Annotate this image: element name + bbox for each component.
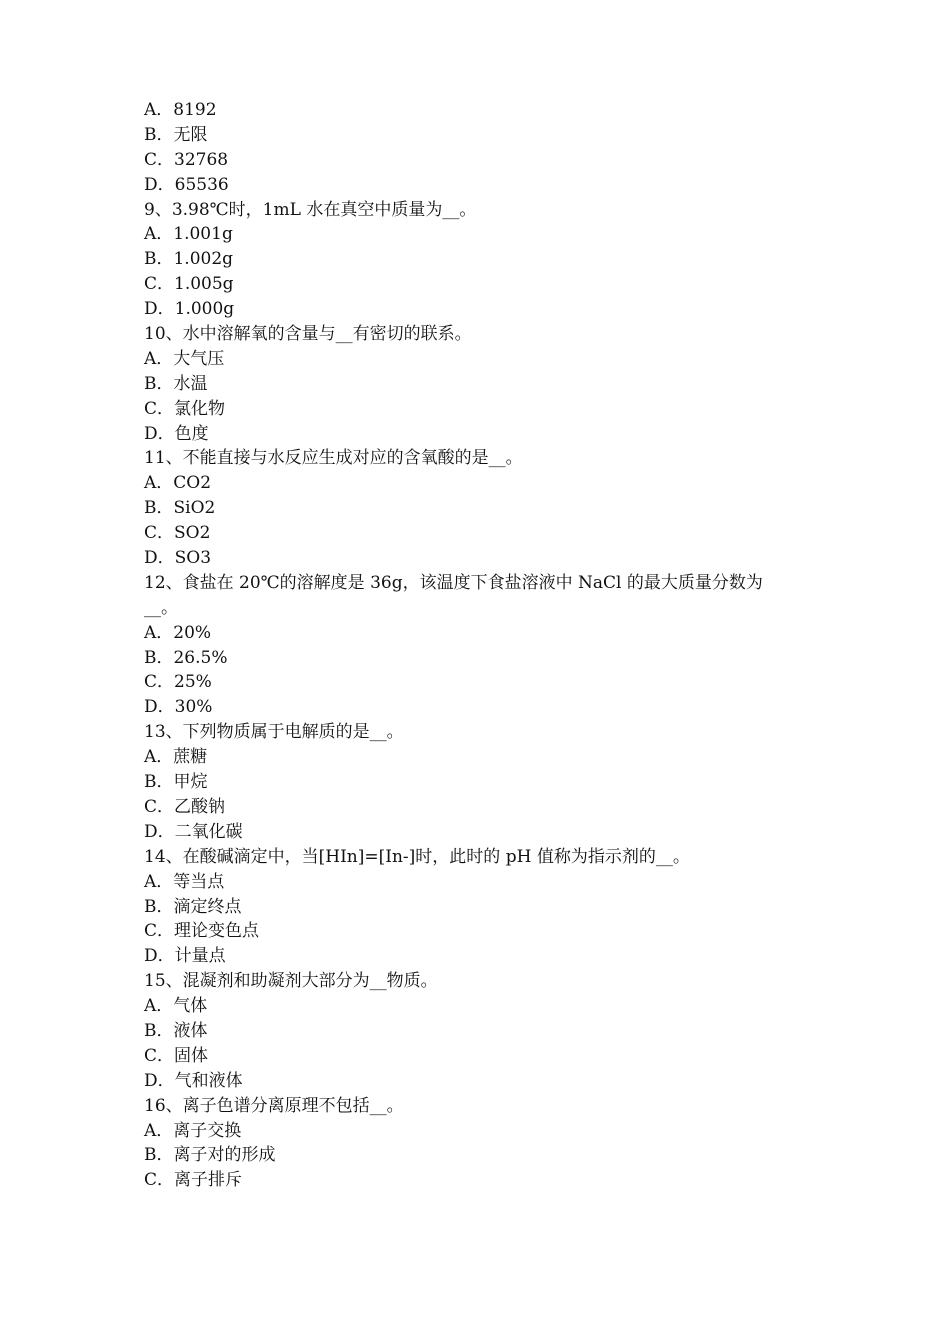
question-line: 14、在酸碱滴定中，当[HIn]=[In-]时，此时的 pH 值称为指示剂的__。 xyxy=(144,846,690,867)
question-line-continuation: __。 xyxy=(144,597,178,618)
question-line: 11、不能直接与水反应生成对应的含氧酸的是__。 xyxy=(144,448,523,469)
question-line: 16、离子色谱分离原理不包括__。 xyxy=(144,1095,404,1116)
option-line: B．滴定终点 xyxy=(144,896,242,917)
option-line: D．二氧化碳 xyxy=(144,821,243,842)
option-line: C．32768 xyxy=(144,149,229,170)
option-line: A．CO2 xyxy=(144,473,212,494)
option-line: A．1.001g xyxy=(144,224,233,245)
option-line: A．等当点 xyxy=(144,871,225,892)
option-line: D．色度 xyxy=(144,423,209,444)
option-line: A．20% xyxy=(144,622,212,643)
option-line: A．气体 xyxy=(144,996,208,1017)
option-line: C．乙酸钠 xyxy=(144,796,226,817)
option-line: A．离子交换 xyxy=(144,1120,242,1141)
question-line: 9、3.98℃时，1mL 水在真空中质量为__。 xyxy=(144,199,477,220)
option-line: B．1.002g xyxy=(144,249,234,270)
option-line: B．液体 xyxy=(144,1020,208,1041)
option-line: D．30% xyxy=(144,697,213,718)
option-line: C．理论变色点 xyxy=(144,921,260,942)
option-line: B．水温 xyxy=(144,373,208,394)
option-line: C．离子排斥 xyxy=(144,1170,243,1191)
option-line: D．气和液体 xyxy=(144,1070,243,1091)
option-line: D．计量点 xyxy=(144,946,226,967)
option-line: D．65536 xyxy=(144,174,229,195)
document-page xyxy=(144,98,814,1193)
option-line: A．8192 xyxy=(144,100,217,120)
option-line: B．离子对的形成 xyxy=(144,1145,276,1166)
option-line: D．1.000g xyxy=(144,299,235,320)
question-line: 12、食盐在 20℃的溶解度是 36g，该温度下食盐溶液中 NaCl 的最大质量分数为 xyxy=(144,572,763,593)
option-line: A．大气压 xyxy=(144,348,225,369)
option-line: B．26.5% xyxy=(144,647,228,668)
option-line: B．甲烷 xyxy=(144,772,208,793)
option-line: A．蔗糖 xyxy=(144,747,208,768)
option-line: C．SO2 xyxy=(144,523,211,544)
question-line: 15、混凝剂和助凝剂大部分为__物质。 xyxy=(144,971,438,992)
question-line: 10、水中溶解氧的含量与__有密切的联系。 xyxy=(144,324,472,345)
option-line: B．SiO2 xyxy=(144,498,216,519)
option-line: C．固体 xyxy=(144,1045,209,1066)
option-line: D．SO3 xyxy=(144,548,212,569)
question-line: 13、下列物质属于电解质的是__。 xyxy=(144,722,404,743)
option-line: B．无限 xyxy=(144,124,208,145)
option-line: C．25% xyxy=(144,672,212,693)
option-line: C．氯化物 xyxy=(144,398,226,419)
option-line: C．1.005g xyxy=(144,274,234,295)
